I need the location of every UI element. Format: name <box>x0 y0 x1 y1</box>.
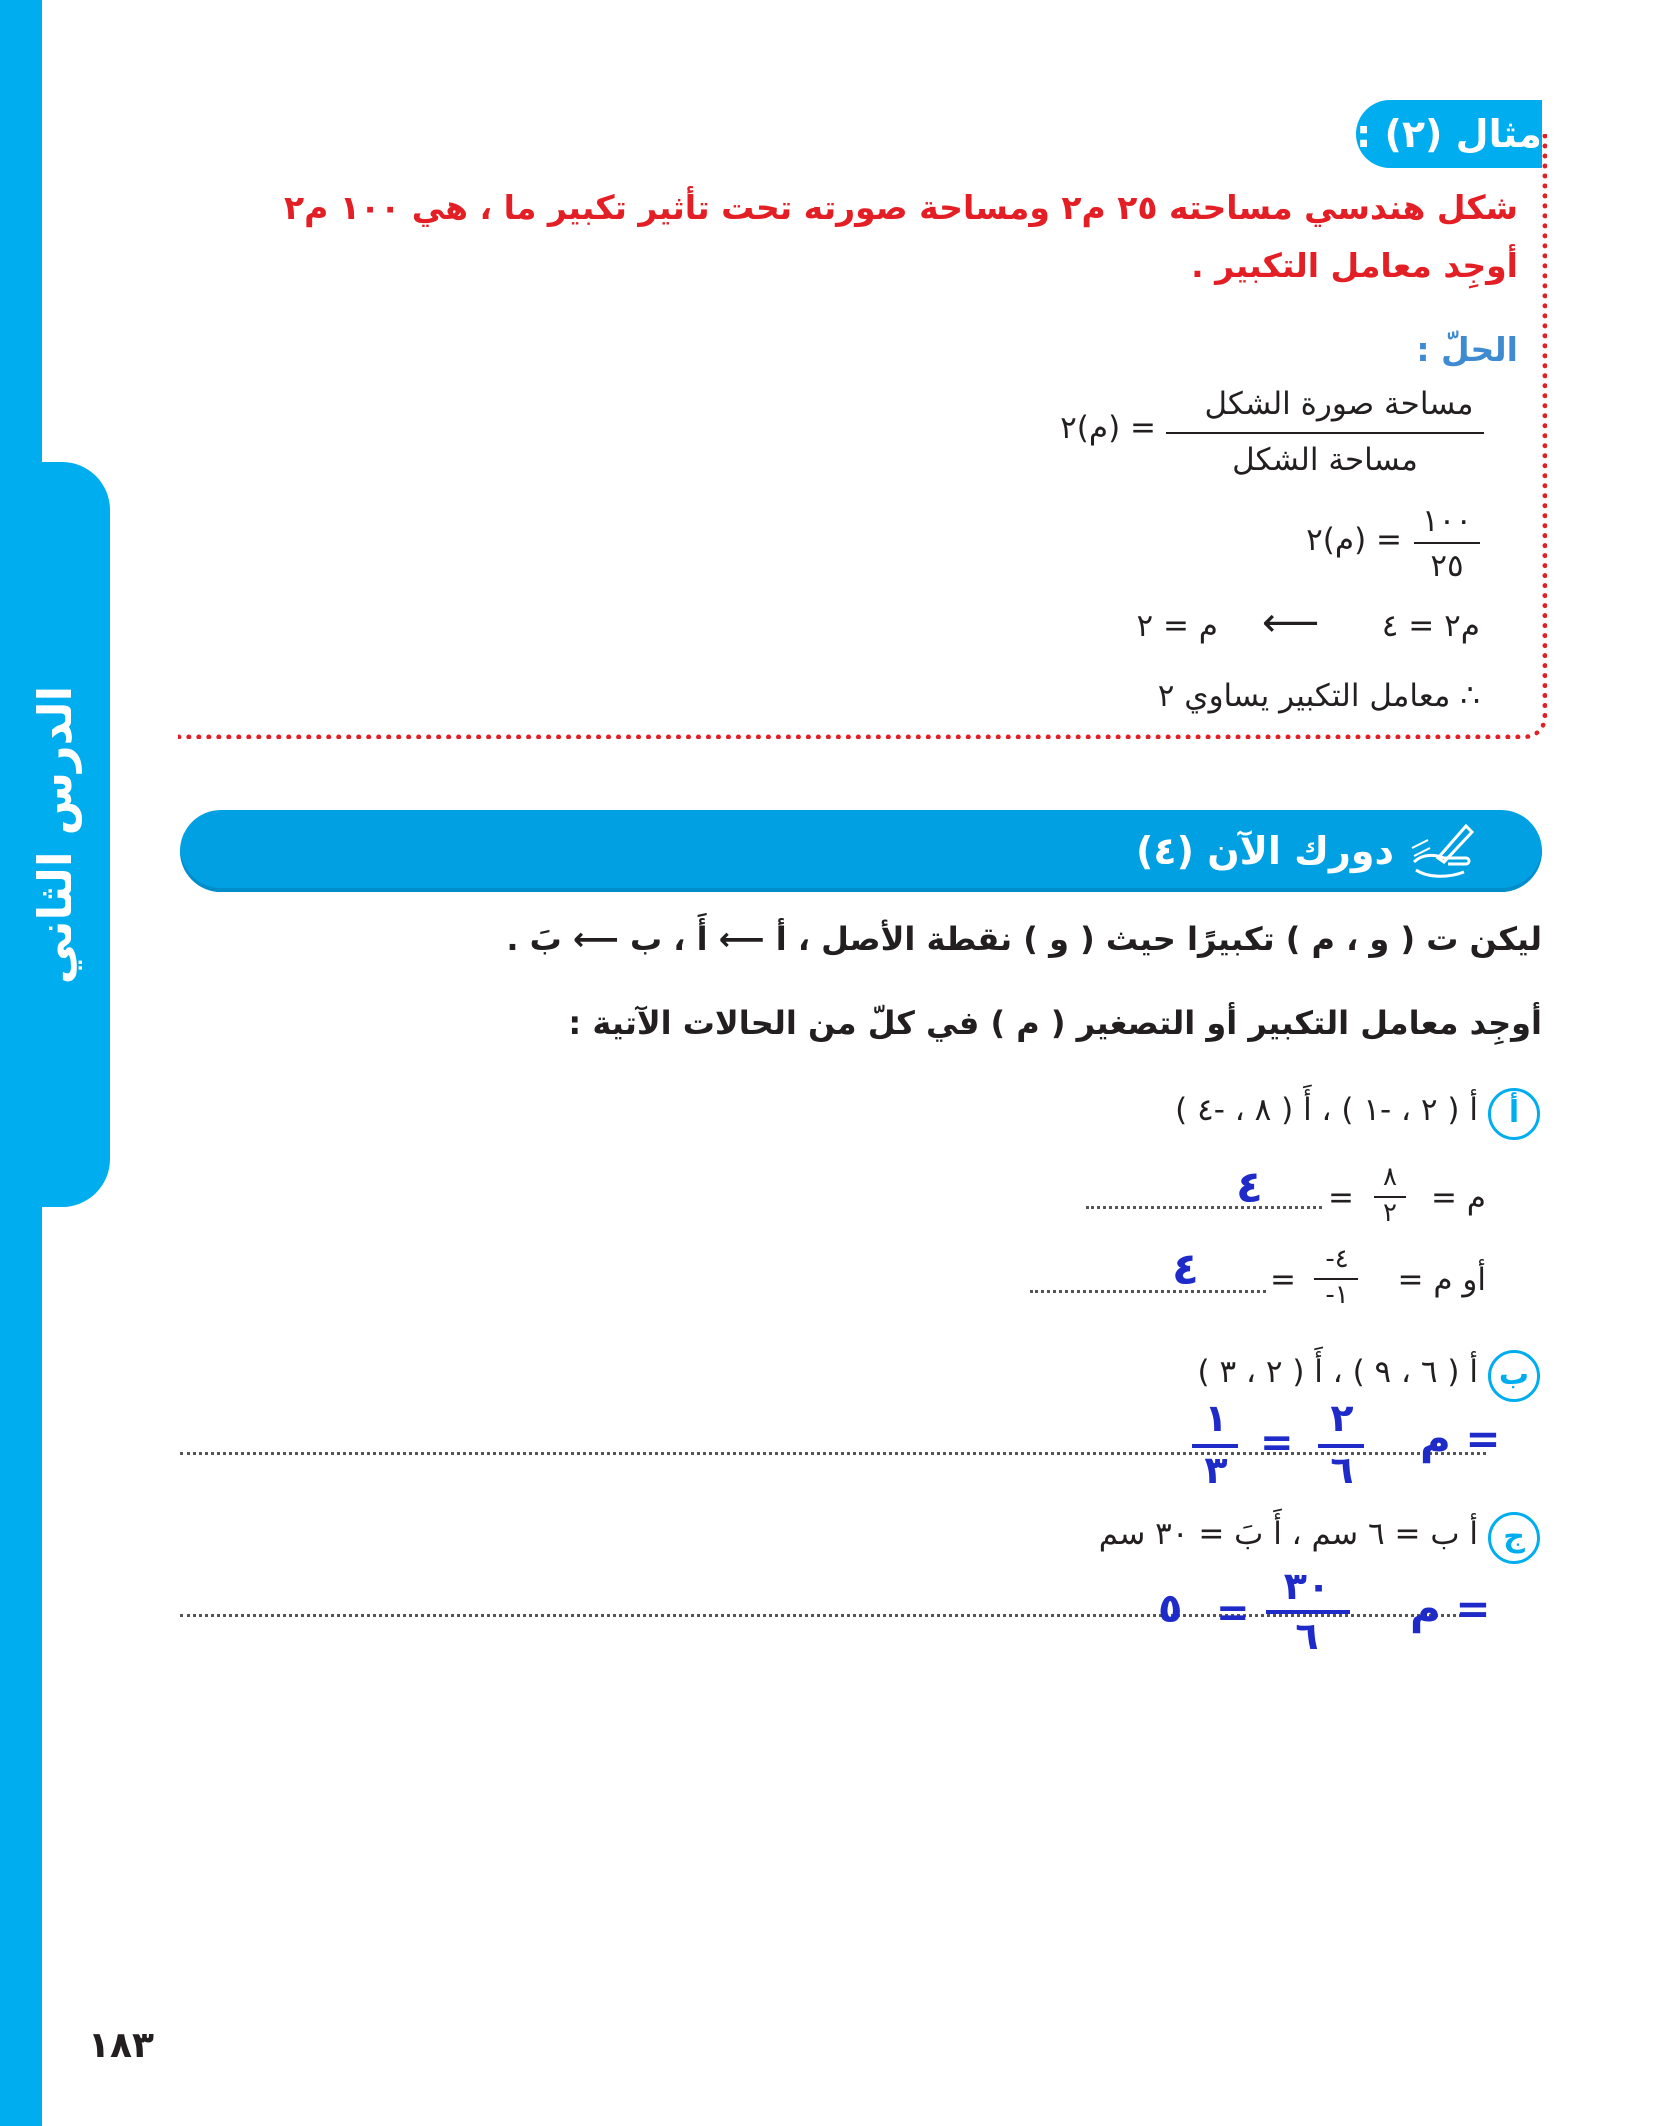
part-a-line1-prefix: م = <box>1430 1180 1486 1216</box>
hand-writing-icon <box>1408 818 1480 884</box>
exercise-banner <box>180 810 1542 892</box>
part-a-line1-answer: ٤ <box>1236 1162 1263 1213</box>
part-a-line2-den: -١ <box>1325 1280 1349 1310</box>
part-b-label: ب <box>1488 1350 1540 1402</box>
example-problem-line1: شكل هندسي مساحته ٢٥ م٢ ومساحة صورته تحت تأثير تكبير ما ، هي ١٠٠ م٢ <box>284 188 1518 227</box>
part-c-answer-num: ٣٠ <box>1283 1564 1331 1608</box>
part-b-answer-num1: ٢ <box>1330 1396 1354 1440</box>
example-problem-line2: أوجِد معامل التكبير . <box>1191 246 1518 285</box>
page-number: ١٨٣ <box>88 2025 154 2066</box>
part-a-line2-num: -٤ <box>1325 1244 1349 1274</box>
part-b-answer-prefix: م = <box>1420 1414 1501 1463</box>
part-b-answer-den1: ٦ <box>1330 1448 1354 1492</box>
frac1-numerator: مساحة صورة الشكل <box>1204 386 1474 422</box>
part-a-line2-answer: ٤ <box>1172 1244 1199 1295</box>
part-c-statement: أ ب = ٦ سم ، أَ بَ = ٣٠ سم <box>1098 1516 1478 1552</box>
frac2-line <box>1414 542 1480 544</box>
frac2-numerator: ١٠٠ <box>1422 503 1472 539</box>
step3-arrow-icon: ⟵ <box>1262 600 1320 646</box>
step3-right: م = ٢ <box>1136 608 1218 644</box>
part-a-label: أ <box>1488 1088 1540 1140</box>
part-a-line2-prefix: أو م = <box>1397 1262 1486 1298</box>
part-b-answer-den2: ٣ <box>1204 1448 1228 1492</box>
frac1-rhs: = (م)٢ <box>1060 410 1156 446</box>
conclusion: ∴ معامل التكبير يساوي ٢ <box>1157 678 1480 714</box>
part-a-line1-den: ٢ <box>1383 1198 1397 1228</box>
step3-left: م٢ = ٤ <box>1381 608 1480 644</box>
part-b-answer-num2: ١ <box>1204 1396 1228 1440</box>
part-a-line2-answer-blank[interactable] <box>1030 1290 1266 1293</box>
part-a-line1-num: ٨ <box>1383 1162 1397 1192</box>
exercise-task: أوجِد معامل التكبير أو التصغير ( م ) في كلّ من الحالات الآتية : <box>568 1004 1542 1042</box>
frac1-line <box>1166 432 1484 434</box>
part-c-label: ج <box>1488 1512 1540 1564</box>
lesson-tab-label: الدرس الثاني <box>28 685 82 985</box>
exercise-intro: ليكن ت ( و ، م ) تكبيرًا حيث ( و ) نقطة الأصل ، أ ⟵ أَ ، ب ⟵ بَ . <box>506 920 1542 958</box>
part-c-answer-prefix: م = <box>1410 1584 1491 1633</box>
frac2-denominator: ٢٥ <box>1430 548 1464 584</box>
part-a-statement: أ ( ٢ ، -١ ) ، أَ ( ٨ ، -٤ ) <box>1175 1092 1478 1128</box>
example-badge: مثال (٢) : <box>1356 100 1542 168</box>
part-a-line1-answer-blank[interactable] <box>1086 1206 1322 1209</box>
exercise-banner-title: دورك الآن (٤) <box>1136 829 1394 873</box>
frac2-rhs: = (م)٢ <box>1306 522 1402 558</box>
part-c-answer-result: ٥ <box>1158 1586 1183 1632</box>
part-c-answer-den: ٦ <box>1295 1614 1319 1658</box>
solution-label: الحلّ : <box>1416 330 1518 369</box>
frac1-denominator: مساحة الشكل <box>1232 442 1418 478</box>
part-b-statement: أ ( ٦ ، ٩ ) ، أَ ( ٢ ، ٣ ) <box>1197 1354 1478 1390</box>
